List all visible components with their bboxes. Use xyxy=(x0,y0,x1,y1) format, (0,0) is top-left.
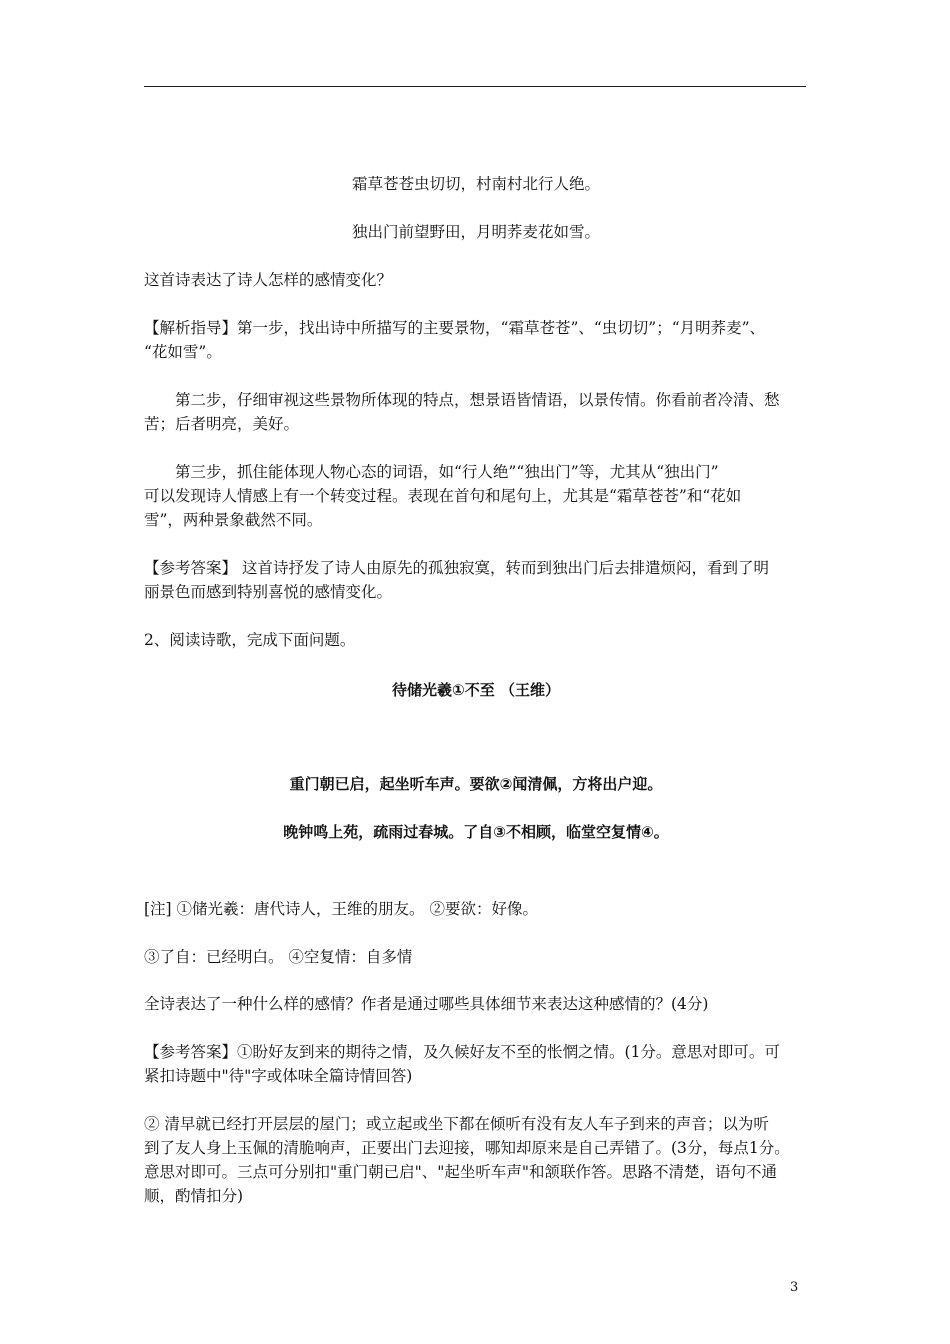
question1: 这首诗表达了诗人怎样的感情变化？ xyxy=(144,271,393,289)
analysis-label: 【解析指导】 xyxy=(144,319,238,337)
poem1-line1: 霜草苍苍虫切切，村南村北行人绝。 xyxy=(351,175,600,193)
analysis-step3-line2: 可以发现诗人情感上有一个转变过程。表现在首句和尾句上，尤其是“霜草苍苍”和“花如 xyxy=(144,487,742,505)
answer2-p1-text: ①盼好友到来的期待之情，及久候好友不至的怅惘之情。(1分。意思对即可。可 xyxy=(237,1043,780,1061)
answer2-p1-line2: 紧扣诗题中"待"字或体味全篇诗情回答) xyxy=(144,1067,413,1085)
poem2-line2: 晚钟鸣上苑，疏雨过春城。了自③不相顾，临堂空复情④。 xyxy=(283,823,669,841)
question2-intro: 2、阅读诗歌，完成下面问题。 xyxy=(144,631,356,649)
analysis-step1-text: 第一步，找出诗中所描写的主要景物，“霜草苍苍”、“虫切切”；“月明荞麦”、 xyxy=(237,319,766,337)
analysis-step2-line2: 苦；后者明亮，美好。 xyxy=(144,415,300,433)
poem2-line1: 重门朝已启，起坐听车声。要欲②闻清佩，方将出户迎。 xyxy=(289,775,663,793)
header-rule xyxy=(144,86,806,87)
answer2-p2-line3: 意思对即可。三点可分别扣"重门朝已启"、"起坐听车声"和颔联作答。思路不清楚，语句不通 xyxy=(144,1163,778,1181)
answer2-label: 【参考答案】 xyxy=(144,1043,238,1061)
page-number: 3 xyxy=(790,1280,799,1295)
answer2-p2-line4: 顺，酌情扣分) xyxy=(144,1187,244,1205)
analysis-step3-line1: 第三步，抓住能体现人物心态的词语，如“行人绝”“独出门”等，尤其从“独出门” xyxy=(175,463,719,481)
answer2-p2-line2: 到了友人身上玉佩的清脆响声，正要出门去迎接，哪知却原来是自己弄错了。(3分，每点1分。 xyxy=(144,1139,790,1157)
answer1-line1 xyxy=(144,556,808,580)
analysis-step2-line1: 第二步，仔细审视这些景物所体现的特点，想景语皆情语，以景传情。你看前者冷清、愁 xyxy=(175,391,780,409)
answer1-line2: 丽景色而感到特别喜悦的感情变化。 xyxy=(144,583,393,601)
poem1-line2: 独出门前望野田，月明荞麦花如雪。 xyxy=(351,223,600,241)
question2: 全诗表达了一种什么样的感情？作者是通过哪些具体细节来表达这种感情的？(4分) xyxy=(144,995,709,1013)
answer1-text: 这首诗抒发了诗人由原先的孤独寂寞，转而到独出门后去排遣烦闷，看到了明 xyxy=(237,559,769,577)
answer1-label: 【参考答案】 xyxy=(144,559,238,577)
notes-line2: ③了自：已经明白。 ④空复情：自多情 xyxy=(144,948,413,966)
analysis-step1-line2: “花如雪”。 xyxy=(144,343,222,361)
notes-line1: [注] ①储光羲：唐代诗人，王维的朋友。 ②要欲：好像。 xyxy=(144,900,538,918)
analysis-step1-line1 xyxy=(144,316,808,340)
answer2-p1-line1 xyxy=(144,1040,808,1064)
answer2-p2-line1: ② 清早就已经打开层层的屋门；或立起或坐下都在倾听有没有友人车子到来的声音；以为听 xyxy=(144,1115,769,1133)
analysis-step3-line3: 雪”，两种景象截然不同。 xyxy=(144,511,323,529)
poem2-title: 待储光羲①不至 （王维） xyxy=(392,681,560,699)
